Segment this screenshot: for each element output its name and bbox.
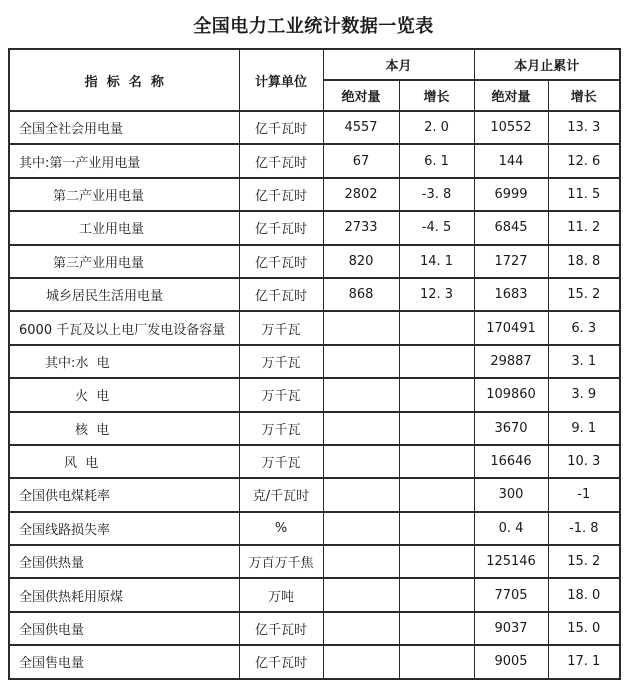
cell-month-growth [399, 345, 474, 378]
page-title: 全国电力工业统计数据一览表 [193, 16, 434, 37]
table-header [9, 49, 620, 111]
table-row [9, 545, 620, 578]
header-cumulative-group: 本月止累计 [474, 49, 620, 80]
cell-unit: 亿千瓦时 [239, 278, 323, 311]
cell-cumulative-absolute: 10552 [474, 111, 548, 144]
table-row [9, 144, 620, 177]
cell-indicator-name: 全国供电量 [9, 612, 239, 645]
cell-month-growth [399, 612, 474, 645]
cell-unit: 亿千瓦时 [239, 144, 323, 177]
table-row [9, 512, 620, 545]
cell-month-absolute [323, 478, 399, 511]
cell-indicator-name: 6000 千瓦及以上电厂发电设备容量 [9, 311, 239, 344]
cell-cumulative-absolute: 3670 [474, 412, 548, 445]
cell-unit: 克/千瓦时 [239, 478, 323, 511]
cell-month-growth: 6. 1 [399, 144, 474, 177]
cell-unit: % [239, 512, 323, 545]
cell-month-absolute [323, 345, 399, 378]
cell-month-absolute [323, 512, 399, 545]
cell-month-growth: 14. 1 [399, 245, 474, 278]
cell-cumulative-growth: 18. 8 [548, 245, 620, 278]
cell-cumulative-growth: 3. 1 [548, 345, 620, 378]
cell-month-absolute [323, 412, 399, 445]
cell-month-growth [399, 578, 474, 611]
cell-unit: 亿千瓦时 [239, 178, 323, 211]
cell-indicator-name: 全国全社会用电量 [9, 111, 239, 144]
table-row [9, 645, 620, 678]
cell-indicator-name: 风 电 [9, 445, 239, 478]
cell-month-growth: -4. 5 [399, 211, 474, 244]
cell-cumulative-growth: 10. 3 [548, 445, 620, 478]
cell-indicator-name: 全国售电量 [9, 645, 239, 678]
cell-indicator-name: 其中:第一产业用电量 [9, 144, 239, 177]
cell-month-absolute: 4557 [323, 111, 399, 144]
header-month-growth: 增长 [399, 80, 474, 111]
cell-unit: 万千瓦 [239, 378, 323, 411]
cell-cumulative-growth: -1 [548, 478, 620, 511]
header-indicator-name: 指 标 名 称 [9, 49, 239, 111]
table-row [9, 345, 620, 378]
table-row [9, 612, 620, 645]
cell-cumulative-growth: 15. 2 [548, 545, 620, 578]
cell-month-absolute: 820 [323, 245, 399, 278]
cell-month-growth [399, 311, 474, 344]
cell-cumulative-absolute: 144 [474, 144, 548, 177]
table-row [9, 378, 620, 411]
cell-cumulative-absolute: 300 [474, 478, 548, 511]
cell-unit: 万千瓦 [239, 311, 323, 344]
cell-cumulative-absolute: 7705 [474, 578, 548, 611]
cell-indicator-name: 全国供热量 [9, 545, 239, 578]
header-unit: 计算单位 [239, 49, 323, 111]
cell-indicator-name: 火 电 [9, 378, 239, 411]
header-row-groups [9, 49, 620, 80]
cell-cumulative-growth: 15. 2 [548, 278, 620, 311]
cell-cumulative-absolute: 9037 [474, 612, 548, 645]
cell-indicator-name: 工业用电量 [9, 211, 239, 244]
cell-cumulative-absolute: 6999 [474, 178, 548, 211]
cell-cumulative-growth: 11. 2 [548, 211, 620, 244]
table-row [9, 178, 620, 211]
cell-indicator-name: 城乡居民生活用电量 [9, 278, 239, 311]
cell-cumulative-growth: 12. 6 [548, 144, 620, 177]
cell-month-growth [399, 478, 474, 511]
header-month-absolute: 绝对量 [323, 80, 399, 111]
table-row [9, 412, 620, 445]
cell-indicator-name: 全国线路损失率 [9, 512, 239, 545]
cell-cumulative-absolute: 0. 4 [474, 512, 548, 545]
table-row [9, 278, 620, 311]
cell-unit: 亿千瓦时 [239, 111, 323, 144]
cell-cumulative-absolute: 1727 [474, 245, 548, 278]
cell-month-absolute: 67 [323, 144, 399, 177]
cell-month-growth [399, 545, 474, 578]
cell-month-absolute [323, 545, 399, 578]
cell-cumulative-growth: 11. 5 [548, 178, 620, 211]
cell-month-absolute: 868 [323, 278, 399, 311]
cell-cumulative-absolute: 29887 [474, 345, 548, 378]
cell-month-absolute: 2802 [323, 178, 399, 211]
table-row [9, 578, 620, 611]
table-row [9, 111, 620, 144]
cell-unit: 亿千瓦时 [239, 645, 323, 678]
cell-unit: 万吨 [239, 578, 323, 611]
cell-cumulative-growth: 18. 0 [548, 578, 620, 611]
cell-cumulative-absolute: 16646 [474, 445, 548, 478]
table-row [9, 445, 620, 478]
header-cumulative-growth: 增长 [548, 80, 620, 111]
cell-unit: 万千瓦 [239, 345, 323, 378]
cell-month-absolute [323, 445, 399, 478]
cell-month-absolute [323, 645, 399, 678]
table-row [9, 245, 620, 278]
cell-month-absolute [323, 578, 399, 611]
statistics-table [8, 48, 621, 680]
cell-cumulative-absolute: 6845 [474, 211, 548, 244]
cell-month-absolute [323, 378, 399, 411]
table-row [9, 311, 620, 344]
cell-month-growth [399, 412, 474, 445]
cell-unit: 万千瓦 [239, 412, 323, 445]
cell-month-absolute: 2733 [323, 211, 399, 244]
cell-unit: 亿千瓦时 [239, 211, 323, 244]
cell-month-growth [399, 445, 474, 478]
cell-month-absolute [323, 612, 399, 645]
cell-unit: 万百万千焦 [239, 545, 323, 578]
cell-month-growth [399, 512, 474, 545]
cell-cumulative-growth: 17. 1 [548, 645, 620, 678]
cell-unit: 亿千瓦时 [239, 612, 323, 645]
cell-month-growth [399, 645, 474, 678]
cell-cumulative-growth: 6. 3 [548, 311, 620, 344]
cell-month-absolute [323, 311, 399, 344]
table-body [9, 111, 620, 679]
cell-month-growth [399, 378, 474, 411]
cell-cumulative-growth: -1. 8 [548, 512, 620, 545]
cell-indicator-name: 第三产业用电量 [9, 245, 239, 278]
header-cumulative-absolute: 绝对量 [474, 80, 548, 111]
cell-cumulative-growth: 3. 9 [548, 378, 620, 411]
cell-cumulative-growth: 13. 3 [548, 111, 620, 144]
cell-month-growth: 2. 0 [399, 111, 474, 144]
cell-month-growth: -3. 8 [399, 178, 474, 211]
cell-cumulative-absolute: 170491 [474, 311, 548, 344]
cell-cumulative-absolute: 9005 [474, 645, 548, 678]
cell-indicator-name: 全国供热耗用原煤 [9, 578, 239, 611]
cell-indicator-name: 核 电 [9, 412, 239, 445]
header-current-month-group: 本月 [323, 49, 474, 80]
cell-cumulative-absolute: 1683 [474, 278, 548, 311]
cell-cumulative-absolute: 109860 [474, 378, 548, 411]
cell-month-growth: 12. 3 [399, 278, 474, 311]
cell-cumulative-growth: 9. 1 [548, 412, 620, 445]
cell-unit: 亿千瓦时 [239, 245, 323, 278]
table-row [9, 211, 620, 244]
cell-indicator-name: 全国供电煤耗率 [9, 478, 239, 511]
cell-cumulative-absolute: 125146 [474, 545, 548, 578]
cell-unit: 万千瓦 [239, 445, 323, 478]
cell-cumulative-growth: 15. 0 [548, 612, 620, 645]
cell-indicator-name: 其中:水 电 [9, 345, 239, 378]
cell-indicator-name: 第二产业用电量 [9, 178, 239, 211]
table-row [9, 478, 620, 511]
